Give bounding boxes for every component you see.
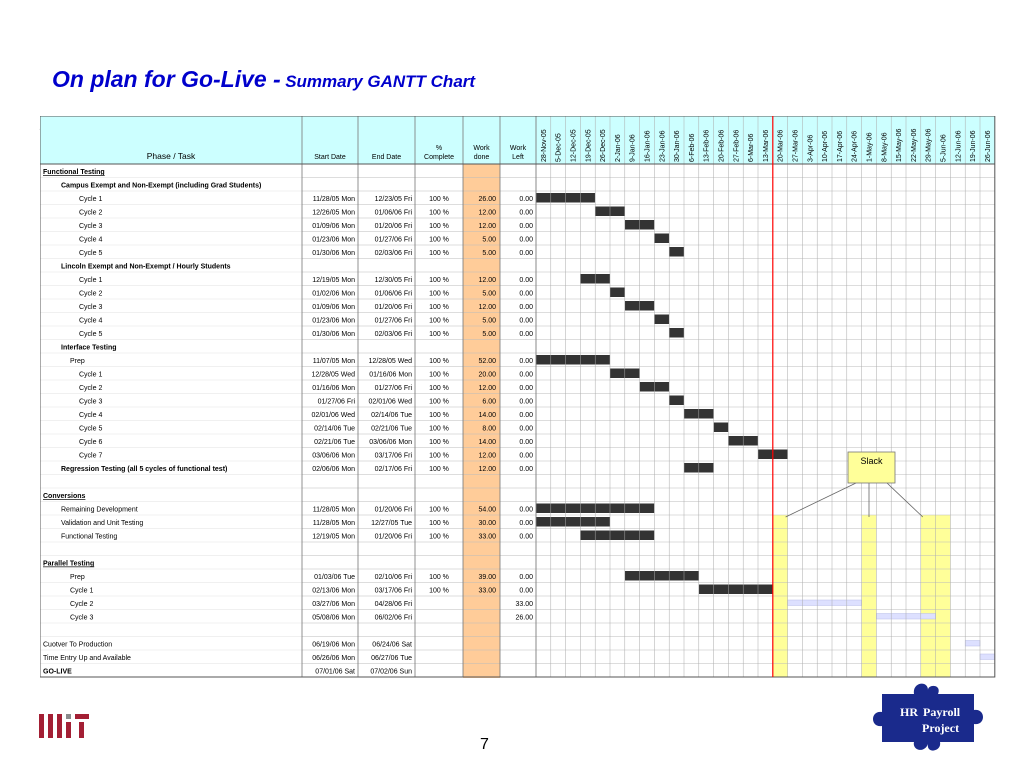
week-tick-label: 17-Apr-06	[836, 130, 844, 162]
start-date-cell: 11/07/05 Mon	[312, 358, 355, 365]
end-date-cell: 06/24/06 Sat	[372, 641, 412, 649]
planned-bar	[788, 600, 862, 606]
column-header-start-date: Start Date	[314, 154, 346, 161]
percent-complete-cell: 100 %	[429, 250, 449, 257]
gantt-bar	[669, 328, 684, 338]
percent-complete-cell: 100 %	[429, 304, 449, 311]
slack-callout-label: Slack	[860, 456, 883, 466]
end-date-cell: 01/06/06 Fri	[374, 209, 412, 217]
page-number: 7	[480, 736, 489, 753]
start-date-cell: 01/03/06 Tue	[314, 574, 355, 581]
week-tick-label: 26-Jun-06	[984, 130, 992, 162]
week-tick-label: 19-Jun-06	[970, 130, 978, 162]
column-header-phase-task: Phase / Task	[146, 151, 196, 161]
task-label: Cycle 4	[79, 412, 103, 419]
work-left-cell: 0.00	[519, 317, 533, 325]
start-date-cell: 07/01/06 Sat	[315, 668, 355, 676]
percent-complete-cell: 100 %	[429, 358, 449, 365]
task-label: Cycle 4	[79, 236, 103, 244]
work-left-cell: 0.00	[519, 506, 533, 514]
work-done-cell: 26.00	[478, 196, 496, 203]
work-done-cell: 52.00	[478, 358, 496, 365]
percent-complete-cell: 100 %	[429, 398, 449, 406]
task-label: Cycle 5	[79, 250, 103, 257]
week-tick-label: 6-Mar-06	[748, 133, 756, 162]
work-done-cell: 39.00	[478, 574, 496, 581]
end-date-cell: 01/27/06 Fri	[374, 317, 412, 325]
week-tick-label: 6-Feb-06	[688, 133, 696, 162]
work-done-cell: 54.00	[478, 506, 496, 514]
percent-complete-cell: 100 %	[429, 196, 449, 203]
work-left-cell: 0.00	[519, 209, 533, 217]
week-tick-label: 5-Dec-05	[555, 133, 563, 162]
start-date-cell: 12/19/05 Mon	[312, 277, 355, 284]
end-date-cell: 02/03/06 Fri	[374, 331, 412, 338]
work-left-cell: 0.00	[519, 236, 533, 244]
work-done-cell: 20.00	[478, 371, 496, 379]
start-date-cell: 12/28/05 Wed	[311, 371, 355, 379]
column-header-work-left: Work	[509, 145, 527, 152]
task-label: Cycle 5	[79, 331, 103, 338]
gantt-bar	[625, 571, 699, 581]
start-date-cell: 01/02/06 Mon	[312, 290, 355, 298]
column-header-percent-complete: Complete	[424, 154, 454, 161]
week-tick-label: 12-Dec-05	[570, 129, 578, 162]
slide-title-main: On plan for Go-Live -	[52, 66, 281, 92]
end-date-cell: 03/17/06 Fri	[374, 452, 412, 460]
work-done-cell: 12.00	[478, 277, 496, 284]
work-left-cell: 0.00	[519, 250, 533, 257]
gantt-bar	[654, 315, 669, 325]
percent-complete-cell: 100 %	[429, 223, 449, 230]
task-label: Cycle 2	[79, 209, 103, 217]
work-left-cell: 0.00	[519, 533, 533, 541]
percent-complete-cell: 100 %	[429, 533, 449, 541]
gantt-bar	[580, 531, 654, 541]
end-date-cell: 01/20/06 Fri	[374, 304, 412, 311]
percent-complete-cell: 100 %	[429, 425, 449, 433]
gantt-bar	[669, 396, 684, 406]
percent-complete-cell: 100 %	[429, 587, 449, 595]
task-label: Cycle 1	[70, 587, 94, 595]
week-tick-label: 15-May-06	[896, 128, 904, 162]
week-tick-label: 13-Mar-06	[762, 129, 770, 162]
work-left-cell: 0.00	[519, 277, 533, 284]
work-done-cell: 12.00	[478, 385, 496, 392]
slide-title	[52, 66, 475, 93]
end-date-cell: 12/27/05 Tue	[371, 520, 412, 527]
end-date-cell: 02/01/06 Wed	[368, 398, 412, 406]
mit-logo-bar	[66, 722, 71, 738]
task-label: Campus Exempt and Non-Exempt (including Grad Students)	[61, 182, 262, 190]
work-left-cell: 0.00	[519, 331, 533, 338]
table-border	[40, 116, 995, 677]
task-label: Cycle 1	[79, 371, 103, 379]
end-date-cell: 12/28/05 Wed	[368, 358, 412, 365]
logo-text-payroll: Payroll	[923, 705, 961, 719]
percent-complete-cell: 100 %	[429, 385, 449, 392]
work-done-cell: 12.00	[478, 223, 496, 230]
work-done-cell: 33.00	[478, 533, 496, 541]
task-label: Conversions	[43, 493, 86, 500]
percent-complete-cell: 100 %	[429, 466, 449, 473]
task-label: Lincoln Exempt and Non-Exempt / Hourly Students	[61, 263, 231, 271]
start-date-cell: 11/28/05 Mon	[312, 196, 355, 203]
start-date-cell: 01/30/06 Mon	[312, 250, 355, 257]
work-done-cell: 8.00	[482, 425, 496, 433]
end-date-cell: 07/02/06 Sun	[370, 668, 412, 676]
work-done-cell: 33.00	[478, 587, 496, 595]
task-label: Prep	[70, 574, 85, 581]
work-left-cell: 0.00	[519, 412, 533, 419]
mit-logo-bar	[79, 722, 84, 738]
task-label: Cycle 3	[70, 614, 94, 622]
start-date-cell: 06/26/06 Mon	[312, 655, 355, 662]
start-date-cell: 01/16/06 Mon	[312, 385, 355, 392]
work-left-cell: 0.00	[519, 304, 533, 311]
task-label: Cycle 2	[79, 385, 103, 392]
work-done-cell: 6.00	[482, 398, 496, 406]
week-tick-label: 10-Apr-06	[822, 130, 830, 162]
work-left-cell: 0.00	[519, 587, 533, 595]
percent-complete-cell: 100 %	[429, 452, 449, 460]
end-date-cell: 02/21/06 Tue	[371, 425, 412, 433]
end-date-cell: 03/06/06 Mon	[369, 439, 412, 446]
column-header-end-date: End Date	[371, 154, 402, 161]
start-date-cell: 02/06/06 Mon	[312, 466, 355, 473]
week-tick-label: 27-Mar-06	[792, 129, 800, 162]
start-date-cell: 11/28/05 Mon	[312, 506, 355, 514]
gantt-bar	[699, 585, 773, 595]
task-label: Regression Testing (all 5 cycles of functional test)	[61, 466, 228, 473]
task-label: Cycle 1	[79, 277, 103, 284]
start-date-cell: 01/09/06 Mon	[312, 223, 355, 230]
percent-complete-cell: 100 %	[429, 277, 449, 284]
work-left-cell: 0.00	[519, 358, 533, 365]
percent-complete-cell: 100 %	[429, 506, 449, 514]
percent-complete-cell: 100 %	[429, 290, 449, 298]
work-left-cell: 0.00	[519, 452, 533, 460]
work-done-cell: 12.00	[478, 452, 496, 460]
task-label: Remaining Development	[61, 506, 138, 514]
work-done-cell: 12.00	[478, 466, 496, 473]
gantt-chart	[40, 116, 1000, 678]
hr-payroll-project-logo	[868, 676, 992, 756]
work-left-cell: 33.00	[515, 601, 533, 608]
work-left-cell: 0.00	[519, 466, 533, 473]
task-label: Cycle 2	[79, 290, 103, 298]
percent-complete-cell: 100 %	[429, 331, 449, 338]
week-tick-label: 13-Feb-06	[703, 129, 711, 162]
percent-complete-cell: 100 %	[429, 574, 449, 581]
end-date-cell: 01/20/06 Fri	[374, 223, 412, 230]
task-label: Time Entry Up and Available	[43, 655, 131, 662]
column-header-work-left: Left	[512, 154, 524, 161]
work-done-cell: 30.00	[478, 520, 496, 527]
week-tick-label: 1-May-06	[866, 132, 874, 162]
task-label: Cycle 3	[79, 304, 103, 311]
end-date-cell: 03/17/06 Fri	[374, 587, 412, 595]
week-tick-label: 30-Jan-06	[674, 130, 682, 162]
week-tick-label: 8-May-06	[881, 132, 889, 162]
mit-logo	[38, 713, 92, 739]
end-date-cell: 01/20/06 Fri	[374, 533, 412, 541]
percent-complete-cell: 100 %	[429, 520, 449, 527]
mit-logo-bar	[57, 714, 62, 738]
work-left-cell: 0.00	[519, 574, 533, 581]
week-tick-label: 23-Jan-06	[659, 130, 667, 162]
week-tick-label: 24-Apr-06	[851, 130, 859, 162]
task-label: Functional Testing	[43, 169, 105, 176]
gantt-bar	[654, 234, 669, 244]
end-date-cell: 04/28/06 Fri	[374, 601, 412, 608]
task-label: Cycle 2	[70, 601, 94, 608]
mit-logo-bar	[66, 714, 71, 719]
task-label: Validation and Unit Testing	[61, 520, 144, 527]
gantt-bar	[536, 355, 610, 365]
end-date-cell: 06/02/06 Fri	[374, 614, 412, 622]
task-label: Cycle 7	[79, 452, 103, 460]
mit-logo-bar	[75, 714, 89, 719]
end-date-cell: 02/14/06 Tue	[371, 412, 412, 419]
start-date-cell: 05/08/06 Mon	[312, 614, 355, 622]
column-header-percent-complete: %	[435, 145, 443, 152]
gantt-bar	[610, 288, 625, 298]
start-date-cell: 01/27/06 Fri	[317, 398, 355, 406]
start-date-cell: 02/21/06 Tue	[314, 439, 355, 446]
start-date-cell: 01/23/06 Mon	[312, 317, 355, 325]
work-left-cell: 0.00	[519, 371, 533, 379]
mit-logo-bar	[39, 714, 44, 738]
start-date-cell: 03/27/06 Mon	[312, 601, 355, 608]
work-left-cell: 0.00	[519, 520, 533, 527]
logo-text-project: Project	[922, 721, 960, 735]
start-date-cell: 02/13/06 Mon	[312, 587, 355, 595]
week-tick-label: 26-Dec-05	[600, 129, 608, 162]
task-label: Cuotver To Production	[43, 641, 113, 649]
work-left-cell: 0.00	[519, 425, 533, 433]
task-label: Cycle 5	[79, 425, 103, 433]
task-label: Parallel Testing	[43, 560, 95, 568]
task-label: Prep	[70, 358, 85, 365]
week-tick-label: 22-May-06	[910, 128, 918, 162]
planned-bar	[980, 654, 995, 660]
percent-complete-cell: 100 %	[429, 371, 449, 379]
logo-text-hr: HR	[900, 705, 918, 719]
week-tick-label: 29-May-06	[925, 128, 933, 162]
gantt-bar	[536, 517, 610, 527]
work-left-cell: 0.00	[519, 398, 533, 406]
end-date-cell: 06/27/06 Tue	[371, 655, 412, 662]
task-label: Functional Testing	[61, 533, 118, 541]
work-done-cell: 5.00	[482, 250, 496, 257]
work-left-cell: 0.00	[519, 385, 533, 392]
end-date-cell: 12/30/05 Fri	[374, 277, 412, 284]
task-label: GO-LIVE	[43, 668, 72, 676]
work-done-cell: 12.00	[478, 209, 496, 217]
work-done-cell: 14.00	[478, 439, 496, 446]
end-date-cell: 02/17/06 Fri	[374, 466, 412, 473]
work-left-cell: 26.00	[515, 614, 533, 622]
slide-title-sub: Summary GANTT Chart	[285, 72, 476, 91]
end-date-cell: 01/27/06 Fri	[374, 236, 412, 244]
work-done-cell: 5.00	[482, 331, 496, 338]
end-date-cell: 01/06/06 Fri	[374, 290, 412, 298]
start-date-cell: 06/19/06 Mon	[312, 641, 355, 649]
week-tick-label: 20-Mar-06	[777, 129, 785, 162]
week-tick-label: 28-Nov-05	[540, 129, 548, 162]
work-done-cell: 5.00	[482, 290, 496, 298]
task-label: Cycle 3	[79, 398, 103, 406]
week-tick-label: 19-Dec-05	[585, 129, 593, 162]
end-date-cell: 12/23/05 Fri	[374, 196, 412, 203]
mit-logo-bar	[48, 714, 53, 738]
planned-bar	[965, 641, 980, 647]
end-date-cell: 01/27/06 Fri	[374, 385, 412, 392]
gantt-bar	[669, 247, 684, 257]
end-date-cell: 02/03/06 Fri	[374, 250, 412, 257]
start-date-cell: 12/26/05 Mon	[312, 209, 355, 217]
end-date-cell: 01/16/06 Mon	[369, 371, 412, 379]
week-tick-label: 20-Feb-06	[718, 129, 726, 162]
work-done-cell: 5.00	[482, 317, 496, 325]
column-header-work-done: done	[473, 154, 490, 161]
start-date-cell: 02/14/06 Tue	[314, 425, 355, 433]
start-date-cell: 03/06/06 Mon	[312, 452, 355, 460]
percent-complete-cell: 100 %	[429, 439, 449, 446]
task-label: Interface Testing	[61, 344, 117, 352]
task-label: Cycle 6	[79, 439, 103, 446]
week-tick-label: 12-Jun-06	[955, 130, 963, 162]
start-date-cell: 01/30/06 Mon	[312, 331, 355, 338]
task-label: Cycle 3	[79, 223, 103, 230]
column-header-work-done: Work	[473, 145, 490, 152]
work-done-cell: 12.00	[478, 304, 496, 311]
percent-complete-cell: 100 %	[429, 412, 449, 419]
percent-complete-cell: 100 %	[429, 236, 449, 244]
task-label: Cycle 1	[79, 196, 103, 203]
week-tick-label: 5-Jun-06	[940, 134, 948, 162]
work-left-cell: 0.00	[519, 223, 533, 230]
end-date-cell: 01/20/06 Fri	[374, 506, 412, 514]
task-label: Cycle 4	[79, 317, 103, 325]
work-done-cell: 14.00	[478, 412, 496, 419]
work-done-cell: 5.00	[482, 236, 496, 244]
end-date-cell: 02/10/06 Fri	[374, 574, 412, 581]
week-tick-label: 3-Apr-06	[807, 134, 815, 162]
work-left-cell: 0.00	[519, 439, 533, 446]
start-date-cell: 01/23/06 Mon	[312, 236, 355, 244]
gantt-bar	[714, 423, 729, 433]
work-left-cell: 0.00	[519, 290, 533, 298]
start-date-cell: 12/19/05 Mon	[312, 533, 355, 541]
week-tick-label: 16-Jan-06	[644, 130, 652, 162]
start-date-cell: 11/28/05 Mon	[312, 520, 355, 527]
start-date-cell: 01/09/06 Mon	[312, 304, 355, 311]
percent-complete-cell: 100 %	[429, 317, 449, 325]
week-tick-label: 9-Jan-06	[629, 134, 637, 162]
percent-complete-cell: 100 %	[429, 209, 449, 217]
week-tick-label: 2-Jan-06	[614, 134, 622, 162]
work-left-cell: 0.00	[519, 196, 533, 203]
start-date-cell: 02/01/06 Wed	[311, 412, 355, 419]
week-tick-label: 27-Feb-06	[733, 129, 741, 162]
